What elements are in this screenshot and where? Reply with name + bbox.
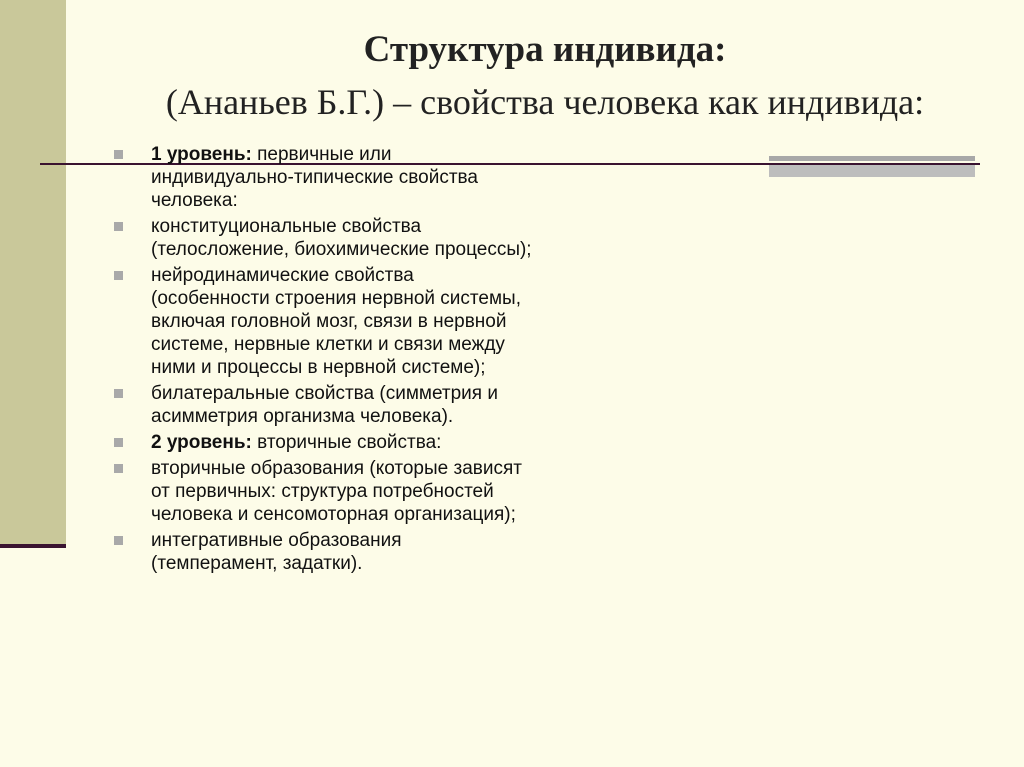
title-line-1: Структура индивида: [363,29,727,70]
list-item [112,457,532,526]
list-item [112,264,532,379]
list-item [112,529,532,575]
square-bullet-icon [114,271,123,280]
square-bullet-icon [114,464,123,473]
list-item [112,143,532,212]
side-band [0,0,66,546]
list-item [112,382,532,428]
square-bullet-icon [114,150,123,159]
square-bullet-icon [114,536,123,545]
level-label: 1 уровень: [151,144,252,165]
list-item-text: билатеральные свойства (симметрия и асимметрия организма человека). [151,383,498,427]
list-item-text: конституциональные свойства (телосложение, биохимические процессы); [151,216,532,260]
level-label: 2 уровень: [151,432,252,453]
square-bullet-icon [114,222,123,231]
side-band-divider [0,544,66,548]
list-item-text: вторичные образования (которые зависят от первичных: структура потребностей человека и сенсомоторная организация); [151,458,522,525]
bullet-list [112,143,532,578]
list-item-text: нейродинамические свойства (особенности строения нервной системы, включая головной мозг, связи в нервной системе, нервные клетки и связи между ними и процессы в нервной системе); [151,265,521,378]
list-item-text: интегративные образования (темперамент, задатки). [151,530,402,574]
square-bullet-icon [114,438,123,447]
list-item-text: вторичные свойства: [251,432,442,453]
list-item [112,431,532,454]
decorative-gray-bar [769,156,975,177]
title-line-2: (Ананьев Б.Г.) – свойства человека как индивида: [165,82,925,122]
slide-title [66,28,1024,126]
list-item [112,215,532,261]
list-item-text: первичные или индивидуально-типические свойства человека: [151,144,478,211]
square-bullet-icon [114,389,123,398]
